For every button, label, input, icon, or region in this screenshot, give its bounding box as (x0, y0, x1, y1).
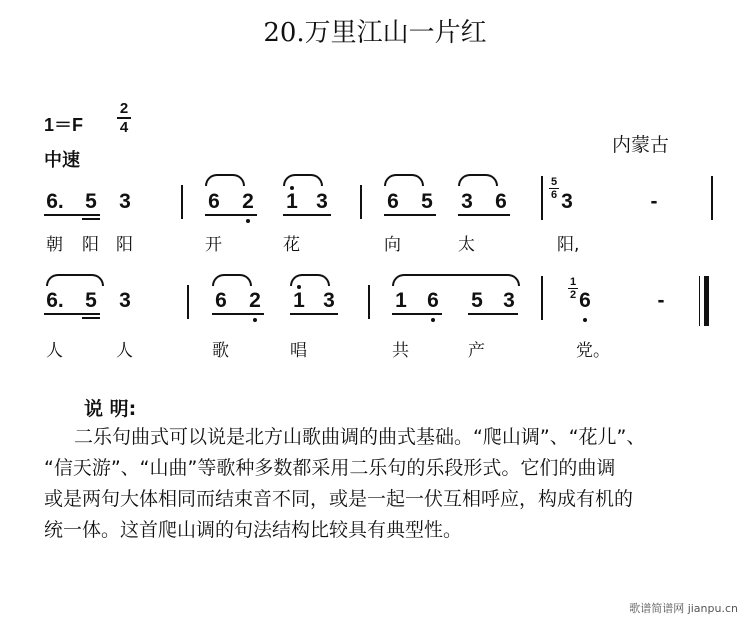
grace-top: 5 (550, 176, 558, 188)
bar-line (360, 185, 362, 219)
lyric: 唱 (290, 341, 307, 361)
eighth-underline (392, 313, 442, 315)
eighth-underline (205, 214, 257, 216)
note: 6 (208, 190, 220, 213)
lyric: 产 (468, 341, 485, 361)
low-octave-dot (253, 318, 257, 322)
note: 3 (316, 190, 328, 213)
note: 3 (503, 289, 515, 312)
note: 5 (85, 289, 97, 312)
slur (46, 274, 104, 286)
sixteenth-underline (82, 218, 100, 220)
note: 2 (249, 289, 261, 312)
grace-bottom: 2 (569, 289, 577, 301)
lyric: 共 (392, 341, 409, 361)
eighth-underline (468, 313, 518, 315)
lyric: 开 (205, 235, 222, 255)
note: 5 (85, 190, 97, 213)
note: 6 (495, 190, 507, 213)
low-octave-dot (246, 219, 250, 223)
note: 6 (215, 289, 227, 312)
lyric: 花 (283, 235, 300, 255)
eighth-underline (290, 313, 338, 315)
eighth-underline (212, 313, 264, 315)
song-origin: 内蒙古 (612, 134, 670, 156)
bar-line (187, 285, 189, 319)
note: 3 (561, 190, 573, 213)
lyric: 阳 (116, 235, 133, 255)
note: 1 (293, 289, 305, 312)
slur (283, 174, 323, 186)
lyric: 向 (384, 235, 401, 255)
final-barline-thin (699, 276, 700, 326)
note: 1 (286, 190, 298, 213)
slur (290, 274, 330, 286)
description-text (44, 422, 724, 546)
lyric: 朝 (46, 235, 63, 255)
note: 3 (323, 289, 335, 312)
key-signature: 1＝F (44, 115, 84, 135)
description-line: 二乐句曲式可以说是北方山歌曲调的曲式基础。“爬山调”、“花儿”、 (74, 426, 646, 448)
note: 1 (395, 289, 407, 312)
final-barline-thick (704, 276, 709, 326)
watermark: 歌谱简谱网 jianpu.cn (629, 602, 738, 615)
lyric: 太 (458, 235, 475, 255)
dash-extension: - (657, 289, 665, 312)
slur (392, 274, 520, 286)
grace-top: 1 (569, 276, 577, 288)
score-title: 20.万里江山一片红 (263, 18, 487, 48)
note: 5 (471, 289, 483, 312)
sixteenth-underline (82, 317, 100, 319)
low-octave-dot (583, 318, 587, 322)
bar-line (541, 276, 543, 320)
eighth-underline (44, 313, 100, 315)
note: 5 (421, 190, 433, 213)
slur (212, 274, 252, 286)
description-line: 统一体。这首爬山调的句法结构比较具有典型性。 (44, 519, 463, 541)
eighth-underline (44, 214, 100, 216)
note: 3 (119, 190, 131, 213)
eighth-underline (384, 214, 436, 216)
time-sig-top: 2 (119, 100, 129, 117)
slur (205, 174, 245, 186)
note: 6. (46, 289, 64, 312)
bar-line (541, 176, 543, 220)
lyric: 党。 (576, 341, 610, 361)
grace-bottom: 6 (550, 189, 558, 201)
lyric: 阳 (82, 235, 99, 255)
description-line: “信天游”、“山曲”等歌种多数都采用二乐句的乐段形式。它们的曲调 (44, 457, 616, 479)
note: 6 (387, 190, 399, 213)
dash-extension: - (650, 190, 658, 213)
bar-line (368, 285, 370, 319)
slur (458, 174, 498, 186)
note: 2 (242, 190, 254, 213)
time-signature (117, 101, 131, 135)
lyric: 人 (46, 341, 63, 361)
eighth-underline (458, 214, 510, 216)
bar-line (181, 185, 183, 219)
lyric: 阳, (557, 235, 580, 255)
note: 3 (461, 190, 473, 213)
note: 6 (579, 289, 591, 312)
description-heading: 说 明: (84, 398, 137, 420)
low-octave-dot (431, 318, 435, 322)
note: 3 (119, 289, 131, 312)
time-sig-bottom: 4 (119, 119, 129, 136)
tempo-marking: 中速 (44, 150, 80, 171)
lyric: 歌 (212, 341, 229, 361)
lyric: 人 (116, 341, 133, 361)
eighth-underline (283, 214, 331, 216)
bar-line (711, 176, 713, 220)
note: 6 (427, 289, 439, 312)
description-line: 或是两句大体相同而结束音不同，或是一起一伏互相呼应，构成有机的 (44, 488, 634, 510)
slur (384, 174, 424, 186)
note: 6. (46, 190, 64, 213)
